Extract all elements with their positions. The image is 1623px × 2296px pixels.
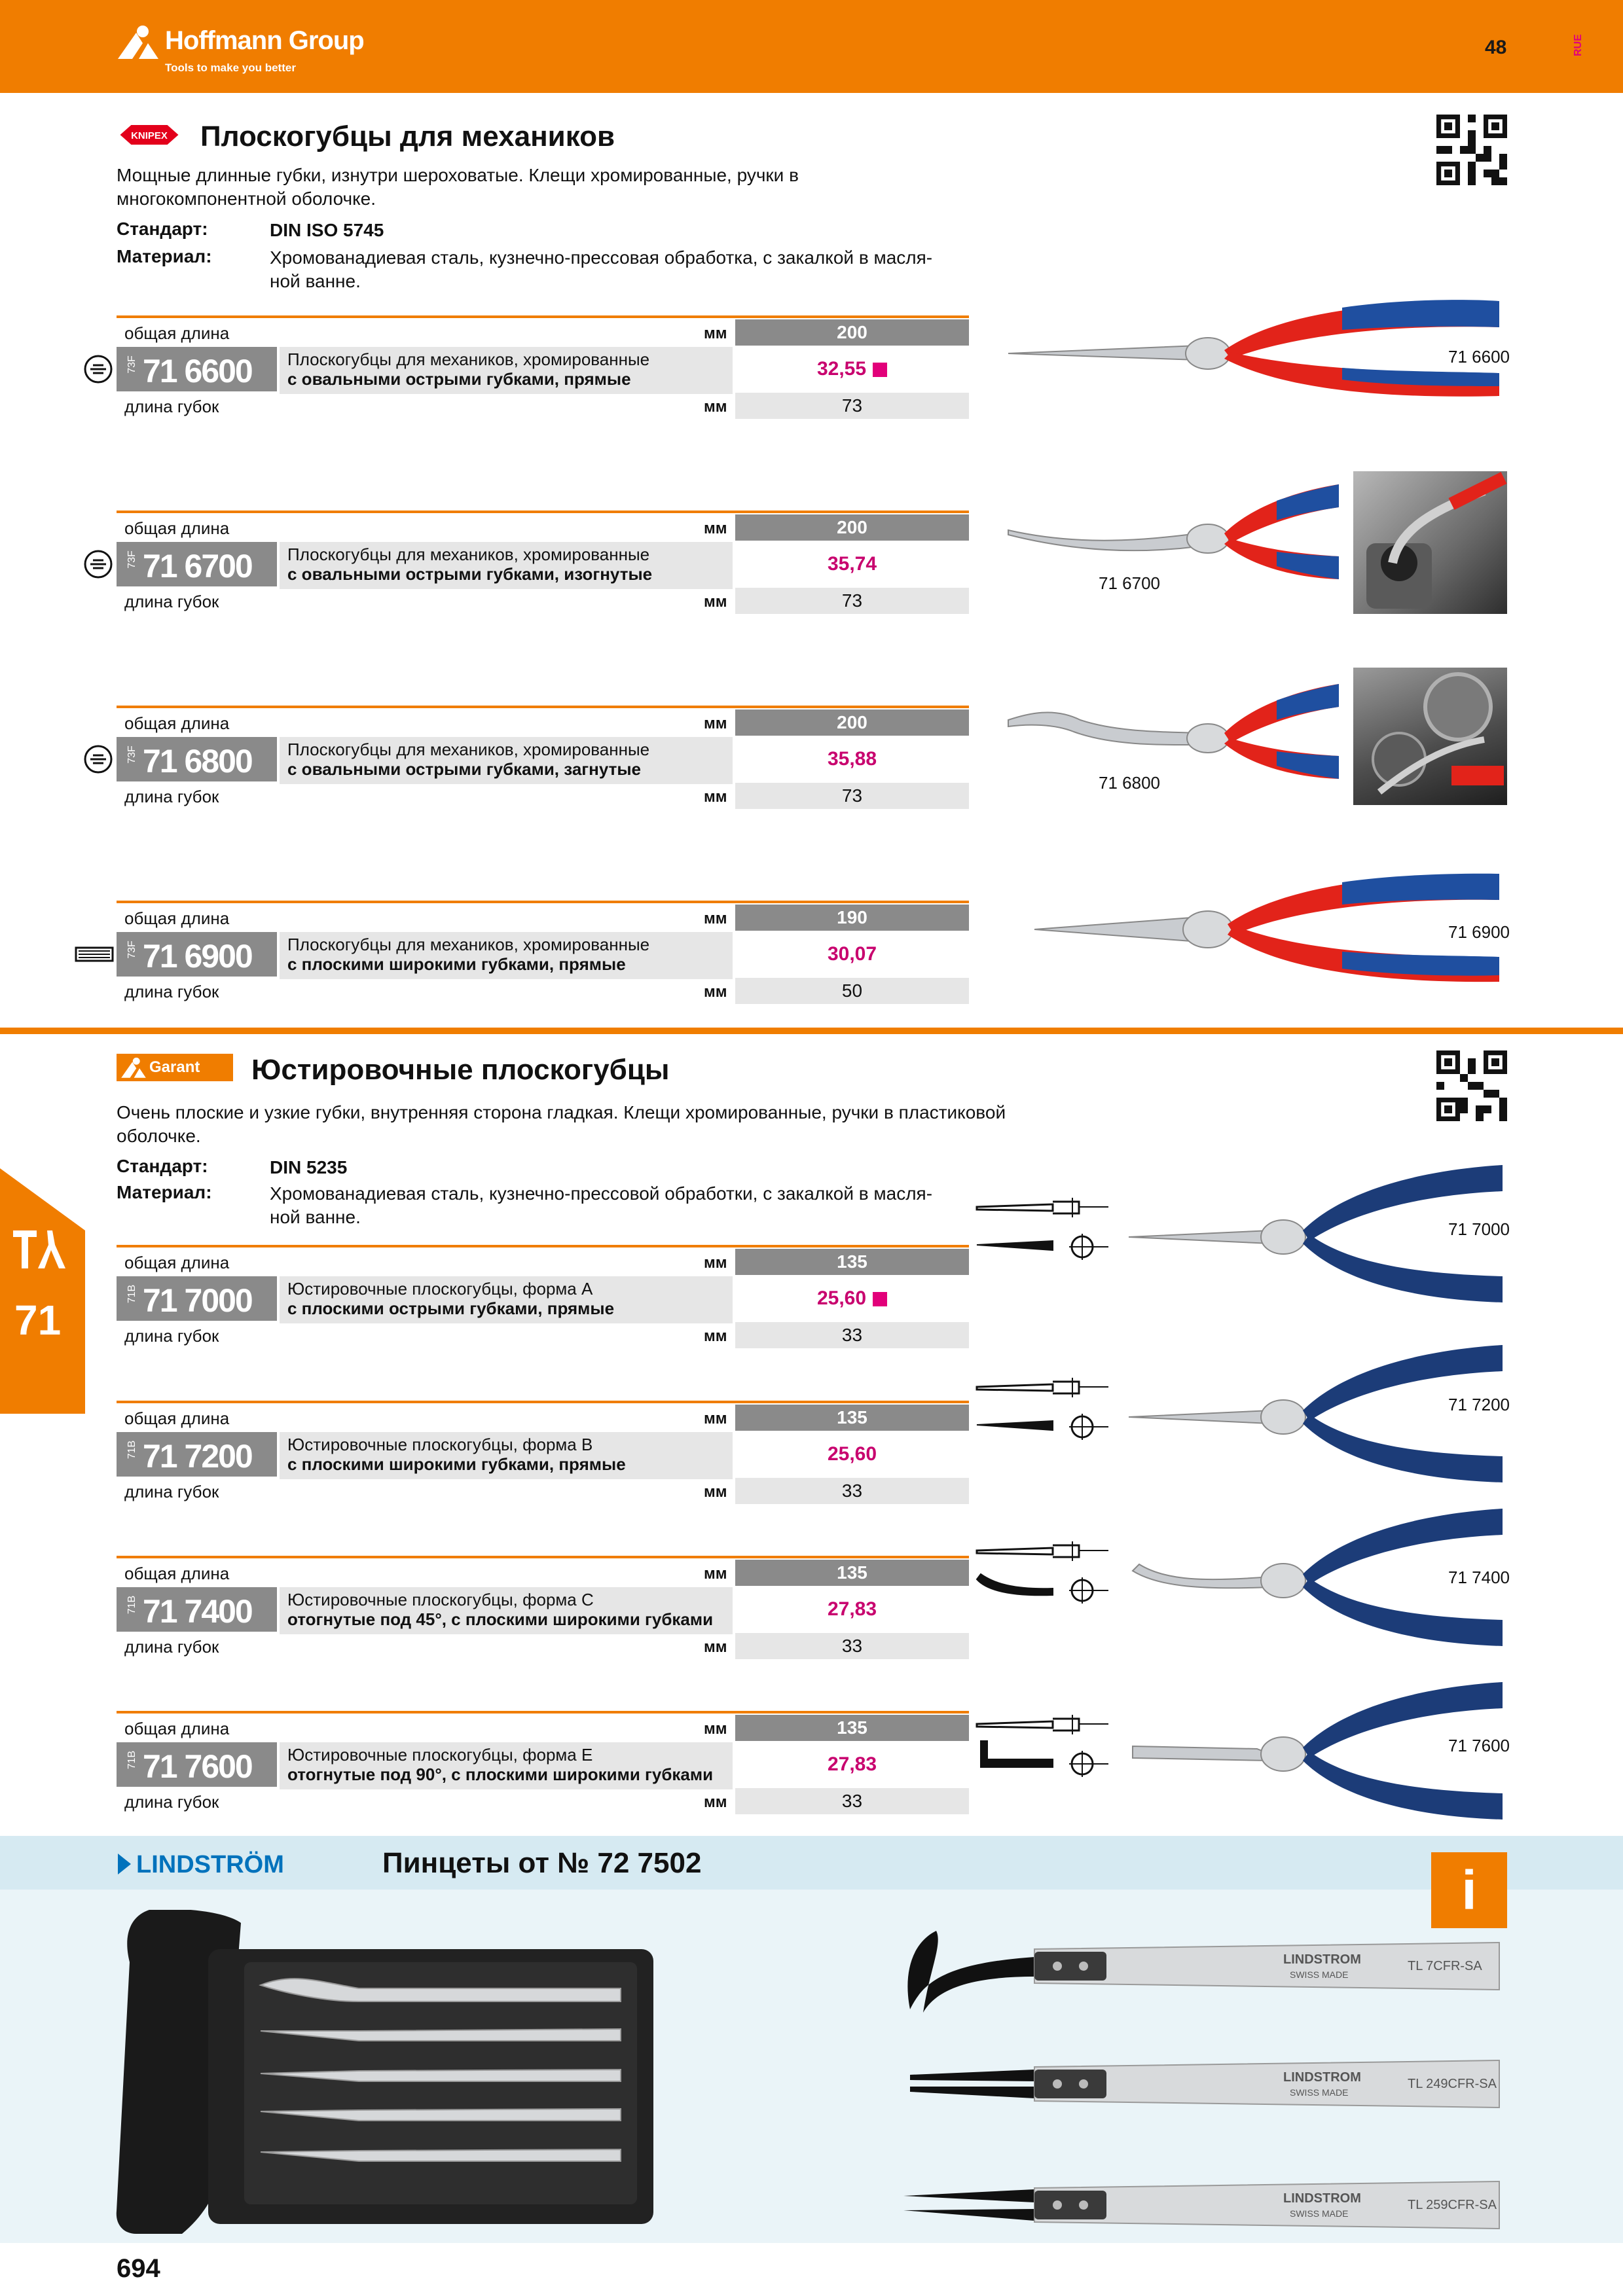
pliers-chapter-icon [13,1230,68,1270]
article-row [117,1587,969,1632]
tweezer-sub-text: SWISS MADE [1290,2208,1349,2219]
article-row [117,1432,969,1477]
total-length-label: общая длина [124,1719,230,1738]
article-number: 71 7000 [143,1282,252,1319]
section1-title: Плоскогубцы для механиков [200,120,615,152]
article-number-box[interactable] [117,932,277,977]
jaw-length-value: 73 [735,783,969,809]
unit-label: мм [704,788,727,806]
total-length-row [117,709,969,736]
product-table [117,1401,969,1505]
unit-label: мм [704,715,727,732]
product-group-code: 73F [126,355,137,374]
article-number-box[interactable] [117,347,277,391]
unit-label: мм [704,1254,727,1272]
caption-717200: 71 7200 [1448,1395,1510,1414]
unit-label: мм [704,1327,727,1345]
usage-photo-716800 [1353,668,1507,805]
price-cell [735,1742,969,1787]
article-number: 71 6900 [143,938,252,975]
product-group-code: 71B [126,1440,138,1460]
material-line1: Хромованадиевая сталь, кузнечно-прессовой обработки, с закалкой в масля- [270,1183,933,1204]
article-number: 71 7200 [143,1438,252,1475]
unit-label: мм [704,1793,727,1811]
article-number-box[interactable] [117,737,277,781]
unit-label: мм [704,910,727,927]
article-row [117,542,969,586]
price-value: 30,07 [827,943,877,965]
article-desc-line2: с плоскими широкими губками, прямые [287,954,626,974]
plier-image-716700 [1002,481,1342,586]
footer-page-number: 694 [117,2254,160,2283]
section2-description [117,1101,1006,1148]
article-description [280,542,733,589]
lindstrom-logo-text: LINDSTRÖM [136,1851,284,1878]
jaw-length-value: 73 [735,393,969,419]
chapter-number: 71 [14,1297,62,1344]
jaw-length-row [117,1478,969,1504]
jaw-length-label: длина губок [124,1326,219,1346]
article-row [117,737,969,781]
standard-label: Стандарт: [117,219,208,239]
total-length-row [117,319,969,346]
tweezer-sub-text: SWISS MADE [1290,1969,1349,1980]
article-number: 71 6700 [143,548,252,584]
flat-jaw-icon [75,940,114,972]
total-length-row [117,1715,969,1741]
article-desc-line1: Плоскогубцы для механиков, хромированные [287,350,650,369]
jaw-length-value: 33 [735,1478,969,1504]
tweezer-image-2 [897,2157,1506,2255]
product-group-code: 71B [126,1595,138,1615]
section2-desc-line1: Очень плоские и узкие губки, внутренняя сторона гладкая. Клещи хромированные, ручки в пластиковой [117,1102,1006,1122]
qr-code-icon [1436,1050,1507,1121]
product-table [117,1556,969,1660]
unit-label: мм [704,1720,727,1738]
article-description [280,1432,733,1479]
total-length-label: общая длина [124,323,230,343]
article-desc-line1: Юстировочные плоскогубцы, форма А [287,1279,593,1299]
product-table [117,1711,969,1816]
price-value: 27,83 [827,1753,877,1775]
jaw-length-row [117,978,969,1004]
article-desc-line1: Юстировочные плоскогубцы, форма Е [287,1745,593,1765]
section2-title: Юстировочные плоскогубцы [251,1054,670,1086]
table-top-rule [117,901,969,903]
chapter-tab [0,1168,85,1414]
material-value [270,1182,932,1229]
tweezer-brand-text: LINDSTROM [1283,2070,1361,2085]
total-length-value: 135 [735,1405,969,1431]
section1-description [117,164,799,211]
article-row [117,1742,969,1787]
material-label: Материал: [117,246,212,266]
article-desc-line2: отогнутые под 45°, с плоскими широкими губками [287,1609,714,1629]
jaw-length-value: 33 [735,1633,969,1659]
article-desc-line2: с плоскими широкими губками, прямые [287,1454,626,1474]
caption-717400: 71 7400 [1448,1568,1510,1587]
article-number-box[interactable] [117,1742,277,1787]
jaw-length-row [117,783,969,809]
tweezer-brand-text: LINDSTROM [1283,1952,1361,1967]
article-row [117,932,969,977]
total-length-row [117,1405,969,1431]
total-length-label: общая длина [124,1408,230,1428]
total-length-value: 200 [735,709,969,736]
total-length-row [117,1560,969,1586]
material-line2: ной ванне. [270,271,361,291]
article-description [280,1742,733,1789]
hoffmann-logo-icon [117,24,160,60]
article-number: 71 7400 [143,1593,252,1630]
jaw-length-label: длина губок [124,787,219,806]
total-length-value: 200 [735,319,969,346]
price-cell [735,1276,969,1321]
total-length-value: 190 [735,905,969,931]
total-length-row [117,1249,969,1275]
technical-drawing-0 [974,1185,1112,1270]
unit-label: мм [704,1410,727,1427]
section2-desc-line2: оболочке. [117,1126,201,1146]
tweezer-model-text: TL 249CFR-SA [1408,2077,1497,2091]
article-description [280,347,733,394]
table-top-rule [117,511,969,513]
total-length-value: 135 [735,1249,969,1275]
total-length-row [117,905,969,931]
jaw-length-label: длина губок [124,982,219,1001]
total-length-label: общая длина [124,1564,230,1583]
section1-desc-line1: Мощные длинные губки, изнутри шероховатые. Клещи хромированные, ручки в [117,165,799,185]
article-desc-line2: отогнутые под 90°, с плоскими широкими губками [287,1765,714,1784]
table-top-rule [117,315,969,318]
plier-image-716900 [1028,864,1506,995]
material-line2: ной ванне. [270,1207,361,1227]
tweezer-model-text: TL 259CFR-SA [1408,2198,1497,2212]
qr-code-icon [1436,115,1507,185]
product-table [117,315,969,420]
price-cell [735,347,969,391]
price-value: 27,83 [827,1598,877,1620]
caption-716700: 71 6700 [1099,573,1160,593]
caption-717600: 71 7600 [1448,1736,1510,1755]
garant-logo-icon [120,1056,147,1079]
article-number-box[interactable] [117,1276,277,1321]
price-value: 25,60 [827,1443,877,1465]
article-desc-line1: Плоскогубцы для механиков, хромированные [287,545,650,564]
unit-label: мм [704,1638,727,1656]
total-length-label: общая длина [124,1253,230,1272]
unit-label: мм [704,325,727,342]
table-top-rule [117,1556,969,1558]
price-cell [735,1587,969,1632]
total-length-value: 135 [735,1715,969,1741]
unit-label: мм [704,520,727,537]
unit-label: мм [704,593,727,611]
oval-jaw-icon [84,355,113,387]
tweezer-image-0 [897,1918,1506,2016]
article-description [280,1276,733,1323]
tweezer-model-text: TL 7CFR-SA [1408,1959,1482,1973]
article-desc-line1: Юстировочные плоскогубцы, форма В [287,1435,593,1454]
jaw-length-label: длина губок [124,1482,219,1501]
table-top-rule [117,1711,969,1713]
unit-label: мм [704,398,727,416]
unit-label: мм [704,1483,727,1501]
table-top-rule [117,706,969,708]
jaw-length-value: 50 [735,978,969,1004]
article-desc-line2: с овальными острыми губками, загнутые [287,759,642,779]
unit-label: мм [704,983,727,1001]
garant-logo [117,1054,233,1081]
total-length-row [117,514,969,541]
caption-717000: 71 7000 [1448,1219,1510,1239]
jaw-length-row [117,588,969,614]
article-description [280,932,733,979]
language-code: RUE [1573,34,1584,56]
article-row [117,347,969,391]
product-group-code: 71B [126,1750,138,1770]
product-group-code: 73F [126,941,137,959]
usage-photo-716700 [1353,471,1507,614]
standard-value: DIN ISO 5745 [270,220,384,240]
product-table [117,706,969,810]
technical-drawing-3 [974,1702,1112,1787]
oval-jaw-icon [84,745,113,777]
jaw-length-label: длина губок [124,592,219,611]
article-desc-line1: Юстировочные плоскогубцы, форма С [287,1590,594,1609]
tweezer-image-1 [897,2036,1506,2134]
tweezer-brand-text: LINDSTROM [1283,2191,1361,2206]
article-number-box[interactable] [117,542,277,586]
price-value: 32,55 [816,358,867,380]
article-desc-line2: с овальными острыми губками, прямые [287,369,631,389]
article-number: 71 6800 [143,743,252,780]
jaw-length-label: длина губок [124,1792,219,1812]
caption-716800: 71 6800 [1099,773,1160,793]
jaw-length-value: 33 [735,1788,969,1814]
article-number-box[interactable] [117,1587,277,1632]
price-value: 35,74 [827,553,877,575]
standard-label: Стандарт: [117,1156,208,1176]
article-description [280,737,733,784]
material-label: Материал: [117,1182,212,1202]
unit-label: мм [704,1565,727,1583]
oval-jaw-icon [84,550,113,582]
technical-drawing-1 [974,1365,1112,1450]
price-cell [735,932,969,977]
jaw-length-row [117,393,969,419]
jaw-length-value: 33 [735,1322,969,1348]
jaw-length-label: длина губок [124,397,219,416]
brand-name: Hoffmann Group [165,26,364,55]
price-value: 35,88 [827,748,877,770]
brand-tagline: Tools to make you better [165,62,296,74]
caption-716600: 71 6600 [1448,347,1510,367]
knipex-logo-text: KNIPEX [131,130,168,141]
jaw-length-row [117,1788,969,1814]
material-line1: Хромованадиевая сталь, кузнечно-прессовая обработка, с закалкой в масля- [270,247,933,268]
total-length-value: 135 [735,1560,969,1586]
jaw-length-value: 73 [735,588,969,614]
lindstrom-logo [117,1850,372,1878]
price-cell [735,737,969,781]
plier-image-716800 [1002,674,1342,792]
header-page-number: 48 [1485,37,1507,58]
product-table [117,901,969,1005]
product-table [117,1245,969,1350]
article-desc-line2: с овальными острыми губками, изогнутые [287,564,653,584]
article-desc-line1: Плоскогубцы для механиков, хромированные [287,740,650,759]
price-cell [735,542,969,586]
garant-logo-text: Garant [149,1058,200,1076]
article-desc-line1: Плоскогубцы для механиков, хромированные [287,935,650,954]
article-number: 71 6600 [143,353,252,389]
tweezer-sub-text: SWISS MADE [1290,2087,1349,2098]
product-group-code: 73F [126,550,137,569]
section3-title: Пинцеты от № 72 7502 [382,1847,702,1879]
material-value [270,246,932,293]
caption-716900: 71 6900 [1448,922,1510,942]
table-top-rule [117,1401,969,1403]
knipex-logo [117,122,182,148]
article-number: 71 7600 [143,1748,252,1785]
section1-desc-line2: многокомпонентной оболочке. [117,188,376,209]
plier-image-716600 [1002,288,1506,412]
standard-value: DIN 5235 [270,1157,348,1177]
price-cell [735,1432,969,1477]
price-value: 25,60 [816,1287,867,1309]
product-group-code: 71B [126,1284,138,1304]
total-length-label: общая длина [124,518,230,538]
article-desc-line2: с плоскими острыми губками, прямые [287,1299,615,1318]
total-length-label: общая длина [124,908,230,928]
article-row [117,1276,969,1321]
total-length-value: 200 [735,514,969,541]
article-description [280,1587,733,1634]
jaw-length-row [117,1633,969,1659]
info-icon[interactable]: i [1431,1852,1507,1928]
technical-drawing-2 [974,1528,1112,1613]
total-length-label: общая длина [124,713,230,733]
product-group-code: 73F [126,745,137,764]
jaw-length-label: длина губок [124,1637,219,1657]
article-number-box[interactable] [117,1432,277,1477]
price-marker-icon [873,363,887,377]
product-table [117,511,969,615]
jaw-length-row [117,1322,969,1348]
tweezer-set-case-image [110,1910,653,2237]
section-divider [0,1028,1623,1034]
table-top-rule [117,1245,969,1247]
price-marker-icon [873,1292,887,1306]
